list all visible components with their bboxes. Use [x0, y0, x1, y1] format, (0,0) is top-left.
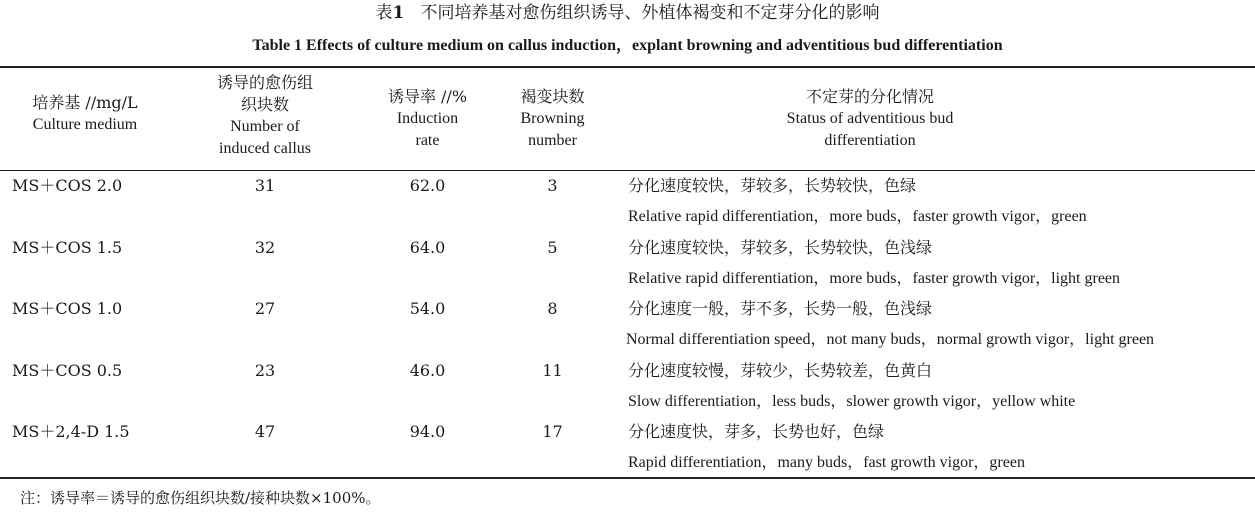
cell-status-en: Relative rapid differentiation，more buds，faster growth vigor，green: [628, 208, 1087, 225]
table-caption-en: Table 1 Effects of culture medium on callus induction，explant browning and adventitious bud differentiation: [252, 37, 1003, 54]
cell-status-en: Normal differentiation speed，not many buds，normal growth vigor，light green: [626, 331, 1155, 348]
cell-status-cn: 分化速度较快，芽较多，长势较快，色浅绿: [628, 238, 933, 257]
header-rule: [0, 170, 1255, 171]
cell-status-en: Slow differentiation，less buds，slower growth vigor，yellow white: [628, 393, 1076, 410]
header-browning-number: 褐变块数 Browning number: [520, 87, 585, 149]
cell-callus: 32: [254, 238, 276, 257]
table-caption-cn: [0, 2, 1255, 24]
cell-medium: MS＋COS 2.0: [12, 176, 123, 195]
cell-rate: 46.0: [409, 361, 446, 380]
cell-callus: 47: [254, 422, 276, 441]
cell-rate: 54.0: [409, 299, 446, 318]
table-footnote: 注：诱导率＝诱导的愈伤组织块数/接种块数×100%。: [20, 489, 381, 507]
cell-status-cn: 分化速度一般，芽不多，长势一般，色浅绿: [628, 299, 933, 318]
cell-medium: MS＋COS 1.0: [12, 299, 123, 318]
cell-medium: MS＋COS 0.5: [12, 361, 123, 380]
cell-callus: 31: [254, 176, 276, 195]
cell-medium: MS＋2,4-D 1.5: [12, 422, 130, 441]
caption-prefix: 表: [375, 3, 393, 23]
header-bud-status: 不定芽的分化情况 Status of adventitious bud differentiation: [786, 87, 954, 149]
cell-browning: 3: [547, 176, 558, 195]
header-culture-medium: 培养基 //mg/L Culture medium: [32, 93, 138, 133]
cell-callus: 23: [254, 361, 276, 380]
cell-browning: 8: [547, 299, 558, 318]
header-induced-callus: 诱导的愈伤组织块数 Number of induced callus: [217, 73, 314, 157]
cell-browning: 5: [547, 238, 558, 257]
cell-status-cn: 分化速度较慢，芽较少，长势较差，色黄白: [628, 361, 933, 380]
cell-callus: 27: [254, 299, 276, 318]
cell-medium: MS＋COS 1.5: [12, 238, 123, 257]
cell-rate: 64.0: [409, 238, 446, 257]
cell-browning: 17: [542, 422, 563, 441]
cell-status-cn: 分化速度较快，芽较多，长势较快，色绿: [628, 176, 917, 195]
cell-status-cn: 分化速度快，芽多，长势也好，色绿: [628, 422, 885, 441]
bottom-rule: [0, 477, 1255, 479]
top-rule: [0, 66, 1255, 68]
cell-browning: 11: [542, 361, 563, 380]
caption-text: 不同培养基对愈伤组织诱导、外植体褐变和不定芽分化的影响: [420, 3, 880, 23]
cell-status-en: Rapid differentiation，many buds，fast growth vigor，green: [628, 454, 1025, 471]
caption-number: 1: [392, 3, 405, 23]
cell-rate: 62.0: [409, 176, 446, 195]
cell-rate: 94.0: [409, 422, 446, 441]
header-induction-rate: 诱导率 //% Induction rate: [387, 87, 468, 149]
cell-status-en: Relative rapid differentiation，more buds，faster growth vigor，light green: [628, 270, 1121, 287]
